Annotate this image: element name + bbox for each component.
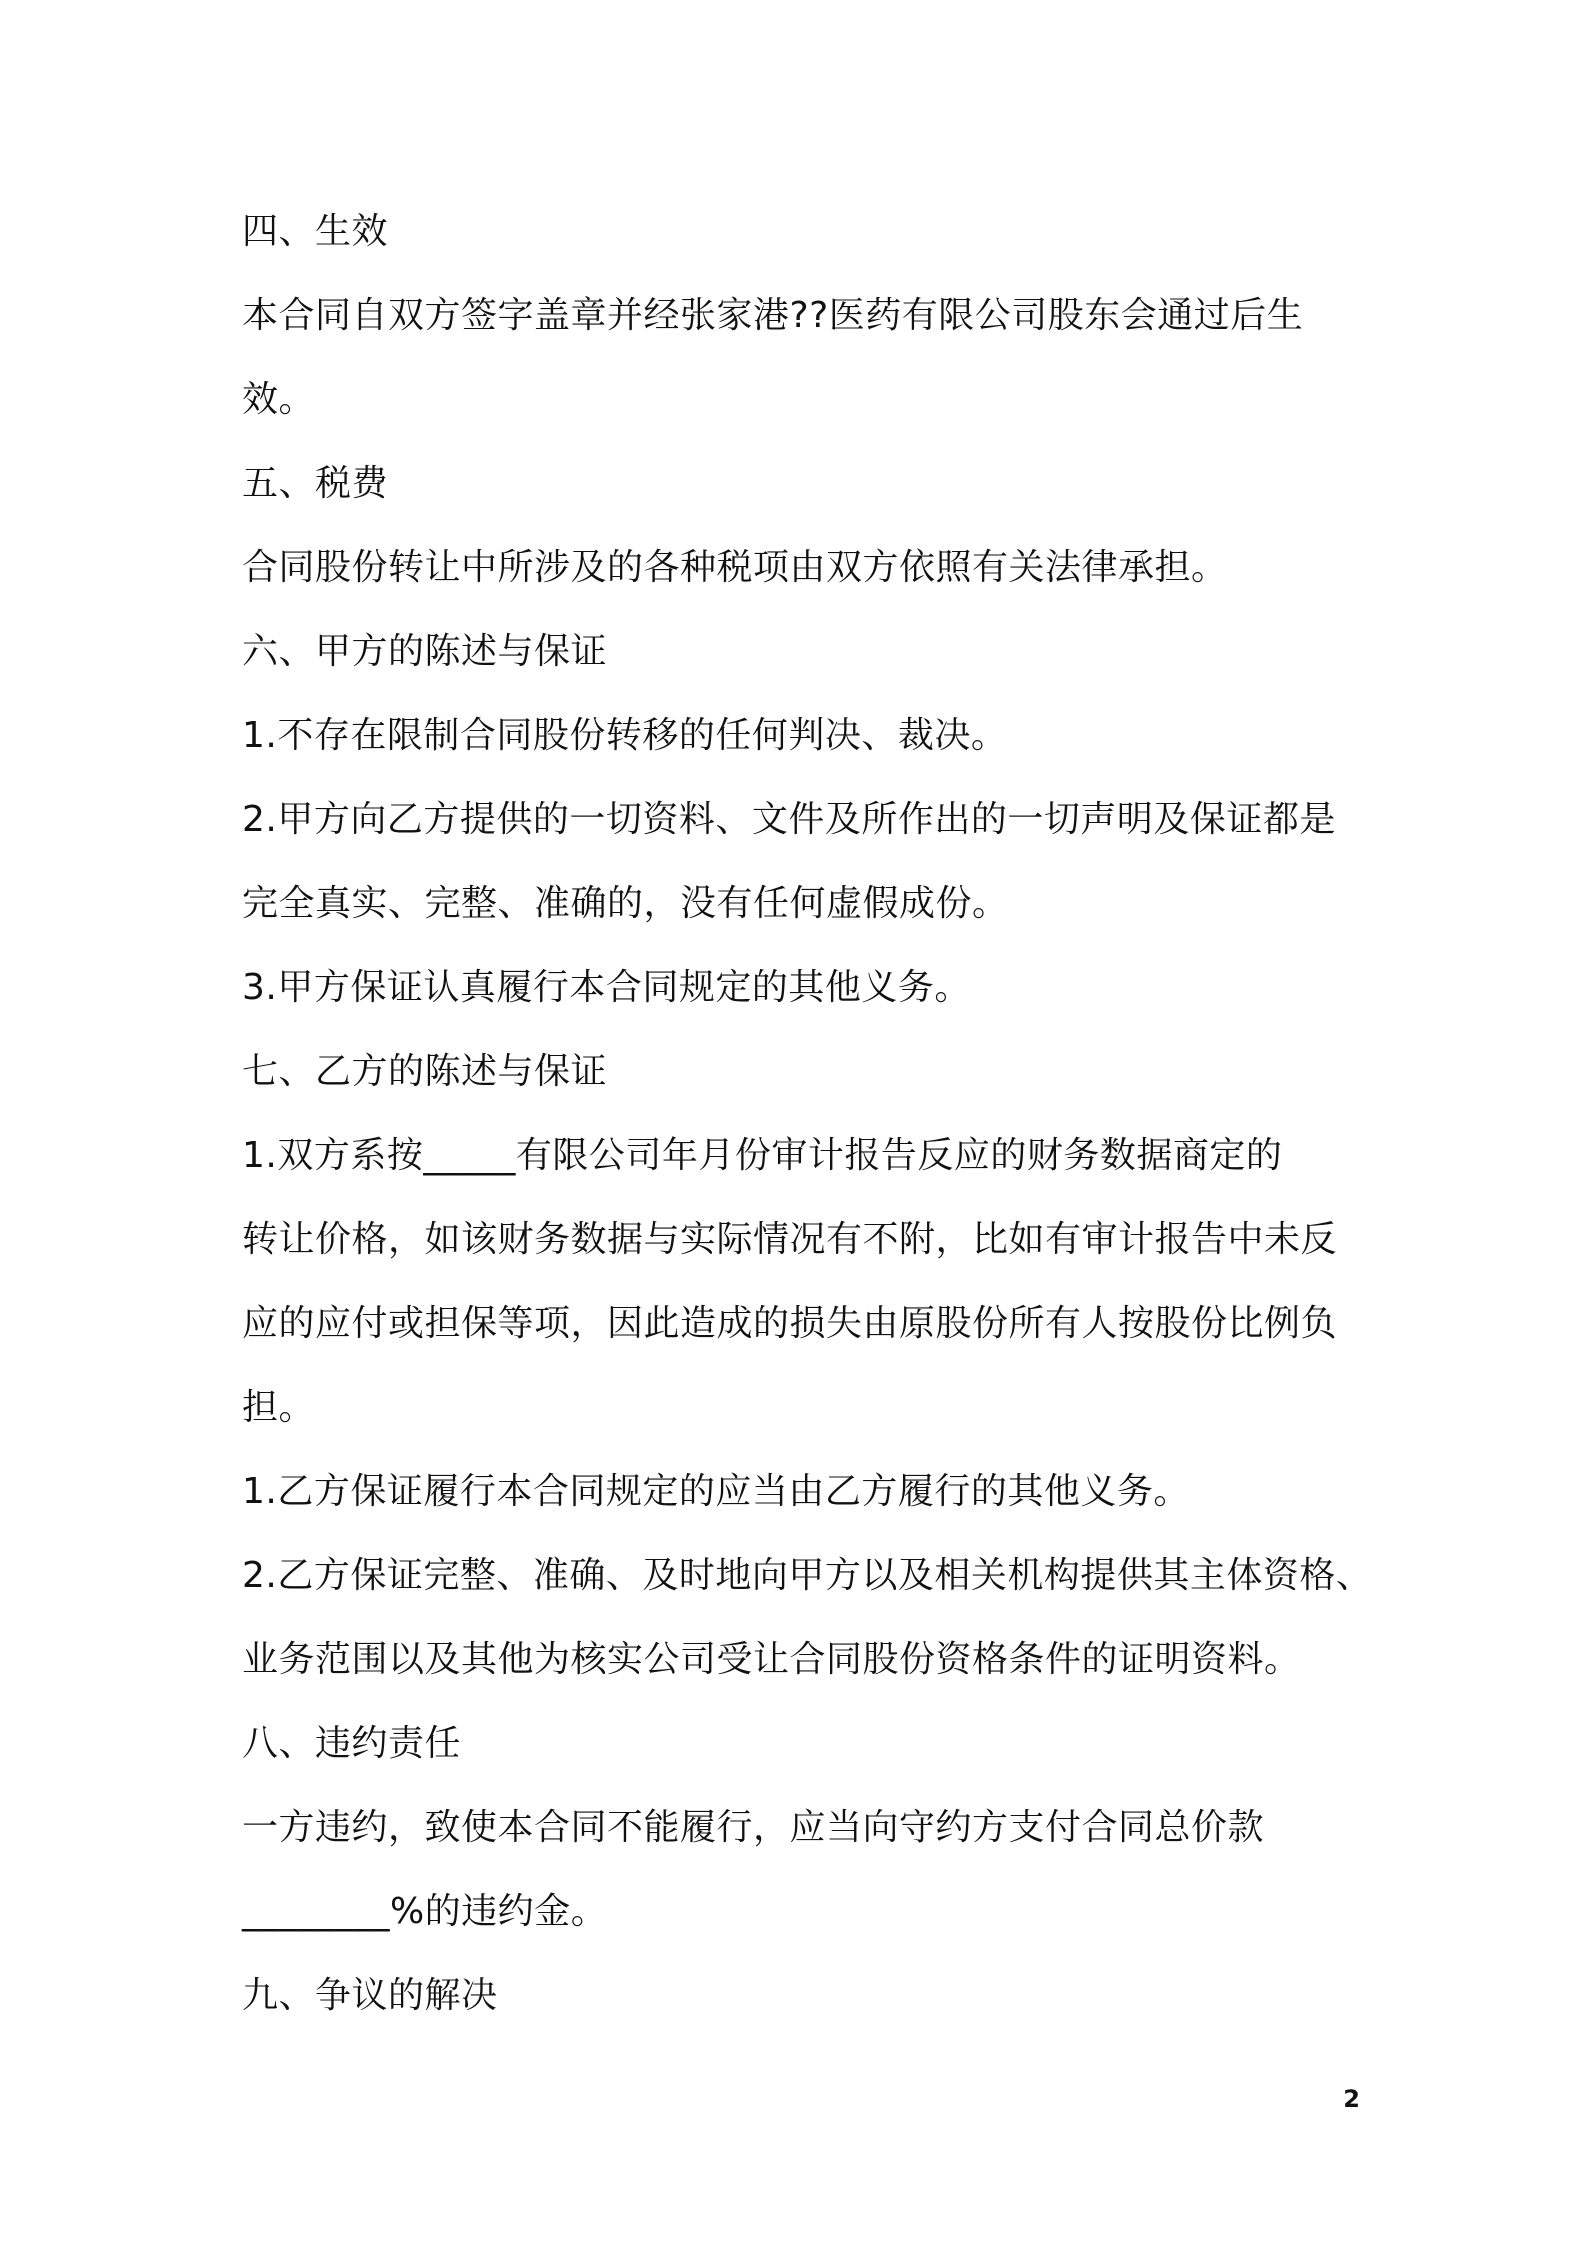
paragraph-line: 业务范围以及其他为核实公司受让合同股份资格条件的证明资料。: [242, 1639, 1301, 1680]
paragraph-line: 担。: [242, 1387, 316, 1428]
paragraph-line: ________%的违约金。: [242, 1891, 608, 1932]
section-heading-dispute-resolution: 九、争议的解决: [242, 1975, 498, 2016]
paragraph-line: 2.乙方保证完整、准确、及时地向甲方以及相关机构提供其主体资格、: [242, 1555, 1373, 1596]
document-body: [242, 190, 1373, 2038]
paragraph-line: 一方违约，致使本合同不能履行，应当向守约方支付合同总价款: [242, 1807, 1265, 1848]
paragraph-line: 1.双方系按_____有限公司年月份审计报告反应的财务数据商定的: [242, 1135, 1283, 1176]
section-heading-party-a-warranties: 六、甲方的陈述与保证: [242, 631, 608, 672]
paragraph-line: 合同股份转让中所涉及的各种税项由双方依照有关法律承担。: [242, 547, 1228, 588]
paragraph-line: 本合同自双方签字盖章并经张家港??医药有限公司股东会通过后生: [242, 295, 1304, 336]
paragraph-line: 1.乙方保证履行本合同规定的应当由乙方履行的其他义务。: [242, 1471, 1190, 1512]
section-heading-effectiveness: 四、生效: [242, 211, 389, 252]
paragraph-line: 2.甲方向乙方提供的一切资料、文件及所作出的一切声明及保证都是: [242, 799, 1336, 840]
section-heading-party-b-warranties: 七、乙方的陈述与保证: [242, 1051, 608, 1092]
paragraph-line: 效。: [242, 379, 316, 420]
paragraph-line: 3.甲方保证认真履行本合同规定的其他义务。: [242, 967, 971, 1008]
paragraph-line: 转让价格，如该财务数据与实际情况有不附，比如有审计报告中未反: [242, 1219, 1338, 1260]
paragraph-line: 1.不存在限制合同股份转移的任何判决、裁决。: [242, 715, 1008, 756]
section-heading-taxes: 五、税费: [242, 463, 389, 504]
section-heading-breach: 八、违约责任: [242, 1723, 462, 1764]
paragraph-line: 应的应付或担保等项，因此造成的损失由原股份所有人按股份比例负: [242, 1303, 1338, 1344]
page-number: 2: [1343, 2085, 1360, 2113]
paragraph-line: 完全真实、完整、准确的，没有任何虚假成份。: [242, 883, 1009, 924]
